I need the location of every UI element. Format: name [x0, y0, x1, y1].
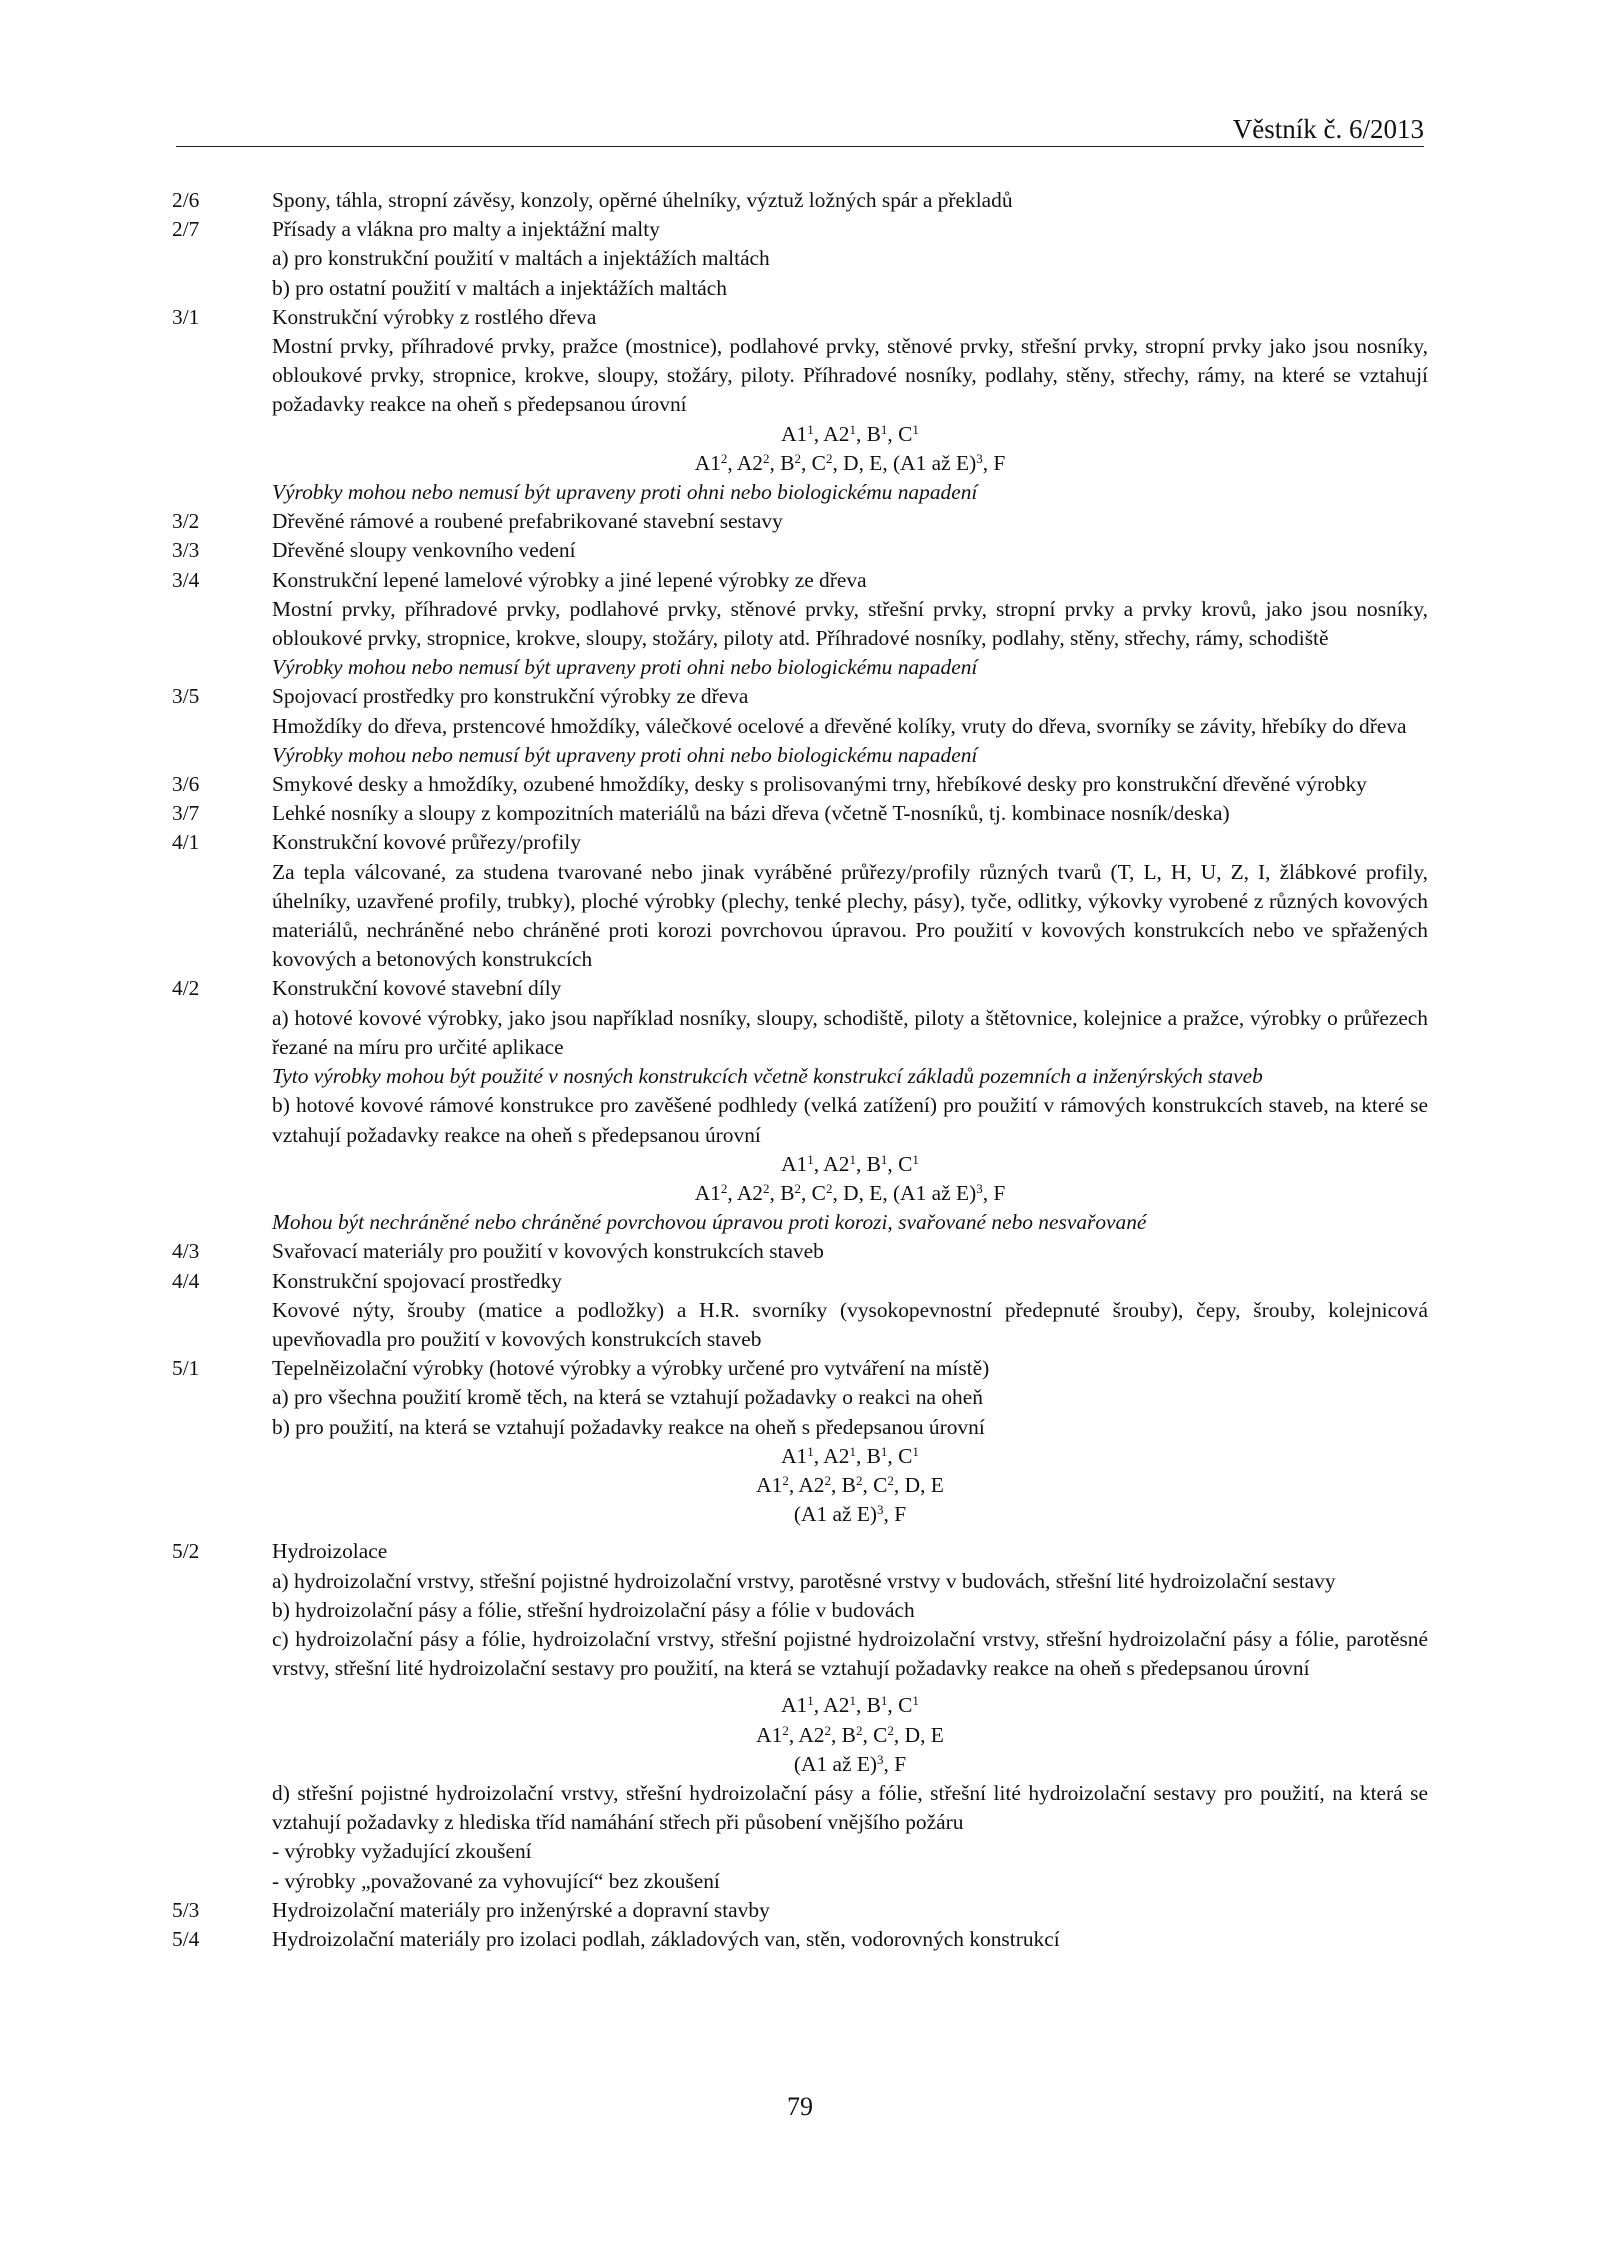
- entry-code: 4/1: [172, 830, 200, 855]
- entry-3-3: [172, 536, 1428, 565]
- entry-description: Mostní prvky, příhradové prvky, podlahové prvky, stěnové prvky, střešní prvky, stropní prvky a prvky krovů, jako jsou nosníky, obloukové prvky, stropnice, krokve, sloupy, stožáry, piloty atd. Příhradové nosníky, podlahy, stěny, střechy, rámy, schodiště: [272, 596, 1428, 651]
- entry-4-1: [172, 828, 1428, 974]
- entry-5-2: [172, 1537, 1428, 1895]
- entry-title: Hydroizolační materiály pro inženýrské a dopravní stavby: [272, 1897, 770, 1922]
- entry-item-c: c) hydroizolační pásy a fólie, hydroizolační vrstvy, střešní pojistné hydroizolační vrstvy, střešní hydroizolační pásy a fólie, parotěsné vrstvy, střešní lité hydroizolační sestavy pro použití, na která se vztahují požadavky reakce na oheň s předepsanou úrovní: [272, 1626, 1428, 1681]
- entry-3-1: [172, 303, 1428, 507]
- entry-5-1: [172, 1354, 1428, 1529]
- entry-code: 5/4: [172, 1926, 200, 1951]
- entry-item-a: a) pro všechna použití kromě těch, na která se vztahují požadavky o reakci na oheň: [272, 1385, 983, 1410]
- product-list: [172, 186, 1428, 1954]
- entry-title: Lehké nosníky a sloupy z kompozitních materiálů na bázi dřeva (včetně T-nosníků, tj. kombinace nosník/deska): [272, 801, 1230, 826]
- entry-note: Mohou být nechráněné nebo chráněné povrchovou úpravou proti korozi, svařované nebo nesvařované: [272, 1210, 1147, 1235]
- entry-description: Kovové nýty, šrouby (matice a podložky) a H.R. svorníky (vysokopevnostní předepnuté šrouby), čepy, šrouby, kolejnicová upevňovadla pro použití v kovových konstrukcích staveb: [272, 1297, 1428, 1351]
- entry-title: Konstrukční lepené lamelové výrobky a jiné lepené výrobky ze dřeva: [272, 567, 867, 592]
- entry-title: Spony, táhla, stropní závěsy, konzoly, opěrné úhelníky, výztuž ložných spár a překladů: [272, 188, 1013, 212]
- entry-code: 3/3: [172, 538, 200, 563]
- entry-4-2: [172, 974, 1428, 1237]
- entry-item-d-2: - výrobky „považované za vyhovující“ bez zkoušení: [272, 1868, 720, 1893]
- entry-code: 3/2: [172, 509, 200, 534]
- entry-code: 4/2: [172, 976, 200, 1001]
- entry-4-4: [172, 1267, 1428, 1355]
- entry-5-4: [172, 1925, 1428, 1954]
- entry-code: 5/3: [172, 1897, 200, 1922]
- fire-class-line-1: $A1^1$, $A2^1$, $B^1$, $C^1$: [781, 421, 919, 446]
- entry-item-a: a) hotové kovové výrobky, jako jsou například nosníky, sloupy, schodiště, piloty a štětovnice, kolejnice a pražce, výrobky o průřezech řezané na míru pro určité aplikace: [272, 1005, 1428, 1059]
- entry-3-4: [172, 566, 1428, 683]
- entry-code: 3/7: [172, 801, 200, 826]
- entry-2-6: [172, 186, 1428, 215]
- entry-item-b: b) hydroizolační pásy a fólie, střešní hydroizolační pásy a fólie v budovách: [272, 1597, 915, 1622]
- entry-item-a: a) pro konstrukční použití v maltách a injektážích maltách: [272, 246, 770, 271]
- entry-note: Výrobky mohou nebo nemusí být upraveny proti ohni nebo biologickému napadení: [272, 655, 978, 680]
- entry-item-d-1: - výrobky vyžadující zkoušení: [272, 1839, 532, 1864]
- entry-title: Přísady a vlákna pro malty a injektážní malty: [272, 217, 660, 242]
- entry-code: 5/2: [172, 1539, 200, 1564]
- entry-title: Spojovací prostředky pro konstrukční výrobky ze dřeva: [272, 684, 749, 709]
- entry-code: 3/6: [172, 772, 200, 797]
- fire-class-line-3: (A1 až E)$^3$, F: [793, 1502, 907, 1527]
- entry-title: Konstrukční kovové stavební díly: [272, 976, 562, 1001]
- entry-title: Dřevěné rámové a roubené prefabrikované stavební sestavy: [272, 509, 783, 534]
- journal-title: Věstník č. 6/2013: [1232, 114, 1424, 144]
- entry-code: 3/1: [172, 304, 200, 329]
- fire-class-line-1: $A1^1$, $A2^1$, $B^1$, $C^1$: [781, 1443, 919, 1468]
- fire-class-line-2: $A1^2$, $A2^2$, $B^2$, $C^2$, D, E: [756, 1472, 944, 1497]
- entry-title: Svařovací materiály pro použití v kovových konstrukcích staveb: [272, 1239, 824, 1264]
- entry-3-5: [172, 682, 1428, 770]
- page-header: [176, 112, 1424, 147]
- entry-description: Mostní prvky, příhradové prvky, pražce (mostnice), podlahové prvky, stěnové prvky, střešní prvky, stropní prvky jako jsou nosníky, obloukové prvky, stropnice, krokve, sloupy, stožáry, piloty. Příhradové nosníky, podlahy, stěny, střechy, rámy, na které se vztahují požadavky reakce na oheň s předepsanou úrovní: [272, 334, 1428, 417]
- entry-title: Dřevěné sloupy venkovního vedení: [272, 538, 576, 563]
- entry-title: Hydroizolace: [272, 1539, 388, 1564]
- entry-description: Za tepla válcované, za studena tvarované nebo jinak vyráběné průřezy/profily různých tvarů (T, L, H, U, Z, I, žlábkové profily, úhelníky, uzavřené profily, trubky), ploché výrobky (plechy, tenké plechy, pásy), tyče, odlitky, výkovky vyrobené z různých kovových materiálů, nechráněné nebo chráněné proti korozi povrchovou úpravou. Pro použití v kovových konstrukcích nebo ve spřažených kovových a betonových konstrukcích: [272, 859, 1428, 972]
- fire-class-line-2: $A1^2$, $A2^2$, $B^2$, $C^2$, D, E, (A1 až E)$^3$, F: [694, 450, 1006, 475]
- entry-title: Konstrukční spojovací prostředky: [272, 1268, 562, 1293]
- entry-item-b: b) pro ostatní použití v maltách a injektážích maltách: [272, 275, 727, 300]
- fire-class-line-1: $A1^1$, $A2^1$, $B^1$, $C^1$: [781, 1693, 919, 1718]
- entry-4-3: [172, 1237, 1428, 1266]
- entry-item-d: d) střešní pojistné hydroizolační vrstvy, střešní hydroizolační pásy a fólie, střešní lité hydroizolační sestavy pro použití, na která se vztahují požadavky z hlediska tříd namáhání střech při působení vnějšího požáru: [272, 1780, 1428, 1835]
- fire-class-line-2: $A1^2$, $A2^2$, $B^2$, $C^2$, D, E: [756, 1722, 944, 1747]
- entry-item-a-note: Tyto výrobky mohou být použité v nosných konstrukcích včetně konstrukcí základů pozemních a inženýrských staveb: [272, 1064, 1263, 1089]
- entry-item-b: b) pro použití, na která se vztahují požadavky reakce na oheň s předepsanou úrovní: [272, 1414, 985, 1439]
- fire-class-line-1: $A1^1$, $A2^1$, $B^1$, $C^1$: [781, 1151, 919, 1176]
- fire-class-line-3: (A1 až E)$^3$, F: [793, 1751, 907, 1776]
- entry-2-7: [172, 215, 1428, 303]
- entry-code: 4/4: [172, 1268, 200, 1293]
- entry-3-6: [172, 770, 1428, 799]
- entry-5-3: [172, 1896, 1428, 1925]
- entry-description: Hmoždíky do dřeva, prstencové hmoždíky, válečkové ocelové a dřevěné kolíky, vruty do dřeva, svorníky se závity, hřebíky do dřeva: [272, 713, 1407, 738]
- entry-title: Hydroizolační materiály pro izolaci podlah, základových van, stěn, vodorovných konstrukcí: [272, 1926, 1060, 1951]
- entry-note: Výrobky mohou nebo nemusí být upraveny proti ohni nebo biologickému napadení: [272, 742, 978, 767]
- entry-title: Smykové desky a hmoždíky, ozubené hmoždíky, desky s prolisovanými trny, hřebíkové desky pro konstrukční dřevěné výrobky: [272, 772, 1367, 797]
- entry-code: 3/5: [172, 684, 200, 709]
- entry-item-b: b) hotové kovové rámové konstrukce pro zavěšené podhledy (velká zatížení) pro použití v rámových konstrukcích staveb, na které se vztahují požadavky reakce na oheň s předepsanou úrovní: [272, 1093, 1428, 1147]
- entry-code: 2/6: [172, 188, 200, 212]
- entry-3-2: [172, 507, 1428, 536]
- entry-title: Konstrukční kovové průřezy/profily: [272, 830, 581, 855]
- entry-code: 3/4: [172, 567, 200, 592]
- entry-code: 4/3: [172, 1239, 200, 1264]
- entry-item-a: a) hydroizolační vrstvy, střešní pojistné hydroizolační vrstvy, parotěsné vrstvy v budovách, střešní lité hydroizolační sestavy: [272, 1568, 1336, 1593]
- entry-3-7: [172, 799, 1428, 828]
- entry-title: Tepelněizolační výrobky (hotové výrobky a výrobky určené pro vytváření na místě): [272, 1356, 990, 1381]
- page-number: 79: [787, 2092, 813, 2121]
- fire-class-line-2: $A1^2$, $A2^2$, $B^2$, $C^2$, D, E, (A1 až E)$^3$, F: [694, 1180, 1006, 1205]
- entry-code: 2/7: [172, 217, 200, 242]
- entry-title: Konstrukční výrobky z rostlého dřeva: [272, 304, 597, 329]
- entry-code: 5/1: [172, 1356, 200, 1381]
- entry-note: Výrobky mohou nebo nemusí být upraveny proti ohni nebo biologickému napadení: [272, 480, 978, 505]
